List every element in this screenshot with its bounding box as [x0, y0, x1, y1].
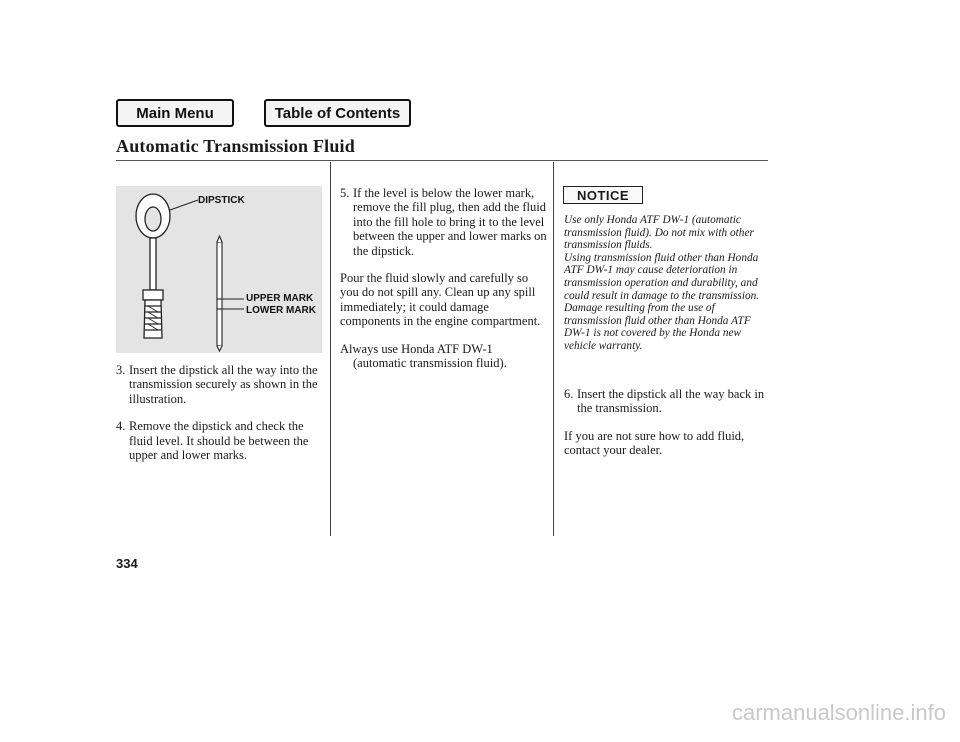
page-number: 334: [116, 556, 138, 571]
step-4: [116, 419, 322, 462]
step-3: [116, 363, 322, 406]
main-menu-button[interactable]: Main Menu: [116, 99, 234, 127]
paragraph-contact-dealer: If you are not sure how to add fluid, contact your dealer.: [564, 428, 745, 458]
notice-text: [564, 214, 772, 353]
watermark-text: carmanualsonline.info: [731, 700, 946, 725]
column-2-text: [340, 186, 548, 370]
step-number: 6.: [564, 387, 574, 401]
notice-line-2: Using transmission fluid other than Honda ATF DW-1 may cause deterioration in transmission operation and durability, and could result in damage to the transmission.: [564, 251, 760, 302]
paragraph-pour-fluid: Pour the fluid slowly and carefully so you do not spill any. Clean up any spill immediately; it could damage components in the engine compartment.: [340, 271, 541, 329]
dipstick-drawing-icon: [116, 186, 322, 353]
step-number: 3.: [116, 363, 126, 377]
column-divider-1: [330, 162, 331, 536]
title-rule: [116, 160, 768, 161]
table-of-contents-button[interactable]: Table of Contents: [264, 99, 411, 127]
step-6: [564, 387, 772, 416]
notice-line-1: Use only Honda ATF DW-1 (automatic transmission fluid). Do not mix with other transmission fluids.: [564, 214, 754, 252]
lower-mark-label: LOWER MARK: [246, 305, 316, 316]
page-title: Automatic Transmission Fluid: [116, 136, 355, 156]
paragraph-use-honda-atf-line1: Always use Honda ATF DW-1: [340, 341, 493, 356]
notice-badge: NOTICE: [563, 186, 643, 204]
step-text: Remove the dipstick and check the fluid level. It should be between the upper and lower marks.: [129, 419, 309, 463]
step-text: If the level is below the lower mark, remove the fill plug, then add the fluid into the fill hole to bring it to the level between the upper and lower marks on the dipstick.: [353, 186, 547, 258]
paragraph-use-honda-atf-line2: (automatic transmission fluid).: [353, 356, 507, 371]
column-3-text: [564, 387, 772, 458]
upper-mark-label: UPPER MARK: [246, 293, 314, 304]
column-1-text: [116, 363, 322, 462]
step-text: Insert the dipstick all the way into the transmission securely as shown in the illustration.: [129, 363, 318, 406]
step-number: 4.: [116, 419, 126, 434]
step-5: [340, 186, 548, 258]
column-divider-2: [553, 162, 554, 536]
step-text: Insert the dipstick all the way back in the transmission.: [577, 387, 765, 416]
dipstick-label: DIPSTICK: [198, 195, 245, 206]
step-number: 5.: [340, 186, 350, 200]
dipstick-illustration: [116, 186, 322, 353]
notice-line-3: Damage resulting from the use of transmission fluid other than Honda ATF DW-1 is not covered by the Honda new vehicle warranty.: [564, 302, 751, 352]
